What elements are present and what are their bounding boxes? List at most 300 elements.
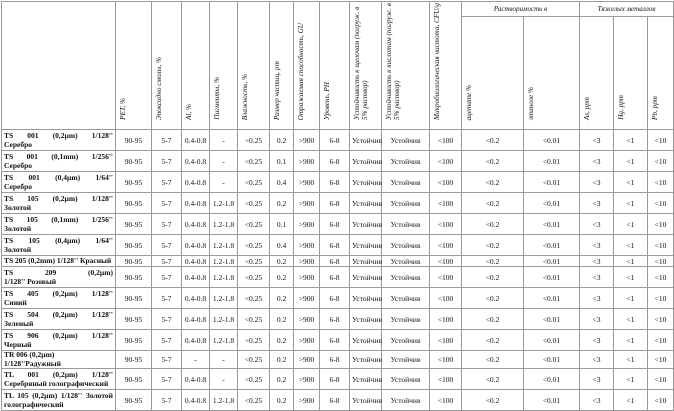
value-cell: <0.2: [462, 288, 524, 309]
header-cell: [524, 17, 580, 130]
value-cell: 90-95: [116, 267, 152, 288]
value-cell: 0.1: [270, 151, 294, 172]
value-cell: <0.01: [524, 330, 580, 351]
header-label: Влажность, %: [241, 73, 249, 120]
value-cell: Устойчив: [382, 130, 430, 151]
table-row: [2, 256, 674, 267]
group-header-row: [2, 2, 674, 17]
header-label: ацетате %: [465, 84, 473, 120]
product-name: TR 006 (0,2µm) 1/128''Радужный: [4, 350, 61, 368]
value-cell: <100: [430, 369, 462, 390]
value-cell: 90-95: [116, 172, 152, 193]
value-cell: <100: [430, 130, 462, 151]
product-name-cell: [2, 330, 116, 351]
value-cell: <10: [648, 390, 674, 411]
value-cell: >900: [294, 193, 320, 214]
table-row: [2, 214, 674, 235]
value-cell: 0.4: [270, 235, 294, 256]
value-cell: <0.2: [462, 390, 524, 411]
table-row: [2, 351, 674, 369]
value-cell: Устойчив: [382, 214, 430, 235]
value-cell: <1: [614, 214, 648, 235]
value-cell: 6-8: [320, 267, 350, 288]
value-cell: 0.2: [270, 369, 294, 390]
table-row: [2, 369, 674, 390]
value-cell: <100: [430, 267, 462, 288]
value-cell: <3: [580, 369, 614, 390]
value-cell: Устойчив: [382, 151, 430, 172]
value-cell: Устойчив: [382, 390, 430, 411]
value-cell: Устойчив: [382, 172, 430, 193]
table-row: [2, 390, 674, 411]
product-name-cell: [2, 256, 116, 267]
value-cell: 6-8: [320, 369, 350, 390]
value-cell: 90-95: [116, 390, 152, 411]
value-cell: <0.01: [524, 193, 580, 214]
value-cell: <3: [580, 235, 614, 256]
header-label: этаноле %: [527, 86, 535, 120]
value-cell: <10: [648, 288, 674, 309]
value-cell: 90-95: [116, 288, 152, 309]
header-cell: [152, 2, 182, 130]
value-cell: <100: [430, 309, 462, 330]
value-cell: >900: [294, 309, 320, 330]
value-cell: <1: [614, 288, 648, 309]
table-row: [2, 235, 674, 256]
value-cell: <0.25: [238, 172, 270, 193]
value-cell: <3: [580, 390, 614, 411]
value-cell: <1: [614, 267, 648, 288]
metals-group-header: Тяжелых металлов: [580, 2, 674, 17]
value-cell: 5-7: [152, 172, 182, 193]
value-cell: 0.4-0.8: [182, 130, 210, 151]
value-cell: 1.2-1.8: [210, 267, 238, 288]
product-color: Зеленый: [4, 318, 34, 328]
value-cell: <100: [430, 256, 462, 267]
header-cell: [2, 2, 116, 130]
value-cell: <0.01: [524, 130, 580, 151]
value-cell: 0.4-0.8: [182, 235, 210, 256]
value-cell: Устойчив: [382, 369, 430, 390]
header-cell: [580, 17, 614, 130]
value-cell: <0.2: [462, 172, 524, 193]
header-label: Al, %: [185, 104, 193, 120]
value-cell: 5-7: [152, 309, 182, 330]
value-cell: <10: [648, 267, 674, 288]
value-cell: 90-95: [116, 193, 152, 214]
value-cell: <100: [430, 214, 462, 235]
product-color: Серебро: [4, 181, 33, 191]
product-name: TS 105 (0,4µm) 1/64'': [4, 236, 113, 245]
value-cell: 5-7: [152, 390, 182, 411]
value-cell: Устойчив: [350, 288, 382, 309]
value-cell: <0.25: [238, 256, 270, 267]
value-cell: 5-7: [152, 151, 182, 172]
value-cell: 6-8: [320, 288, 350, 309]
header-cell: [350, 2, 382, 130]
header-label: Эпоксидно смолы, %: [155, 56, 163, 120]
value-cell: 5-7: [152, 130, 182, 151]
value-cell: <10: [648, 369, 674, 390]
table-row: [2, 267, 674, 288]
product-color: Золотой: [4, 244, 32, 254]
value-cell: <0.2: [462, 330, 524, 351]
value-cell: 1.2-1.8: [210, 390, 238, 411]
value-cell: -: [210, 351, 238, 369]
value-cell: Устойчив: [382, 235, 430, 256]
product-name-cell: [2, 309, 116, 330]
value-cell: <3: [580, 151, 614, 172]
product-name-cell: [2, 288, 116, 309]
value-cell: Устойчив: [382, 330, 430, 351]
value-cell: 0.2: [270, 256, 294, 267]
header-label: Пигменты, %: [213, 77, 221, 120]
product-name-cell: [2, 267, 116, 288]
header-label: PET, %: [119, 98, 127, 120]
value-cell: >900: [294, 214, 320, 235]
product-color: голографический: [4, 399, 64, 409]
value-cell: 0.4-0.8: [182, 390, 210, 411]
value-cell: >900: [294, 256, 320, 267]
value-cell: >900: [294, 390, 320, 411]
value-cell: 6-8: [320, 172, 350, 193]
value-cell: 0.4-0.8: [182, 369, 210, 390]
header-label: As, ppm: [583, 96, 592, 120]
value-cell: <0.2: [462, 256, 524, 267]
header-cell: [462, 17, 524, 130]
value-cell: <0.25: [238, 330, 270, 351]
table-row: [2, 151, 674, 172]
value-cell: <1: [614, 172, 648, 193]
specs-table: [1, 1, 674, 411]
value-cell: Устойчив: [382, 309, 430, 330]
value-cell: 90-95: [116, 151, 152, 172]
value-cell: 1.2-1.8: [210, 309, 238, 330]
product-color: 1/128'' Розовый: [4, 276, 57, 286]
value-cell: 0.4-0.8: [182, 151, 210, 172]
value-cell: -: [210, 130, 238, 151]
product-name: TL 105 (0,2µm) 1/128'' Золотой: [4, 391, 113, 400]
value-cell: <0.2: [462, 235, 524, 256]
product-name: TS 001 (0,4µm) 1/64'': [4, 173, 113, 182]
value-cell: <10: [648, 330, 674, 351]
header-label: Отражаемая способность, GU: [297, 22, 305, 120]
value-cell: <0.01: [524, 309, 580, 330]
value-cell: <0.01: [524, 214, 580, 235]
value-cell: <0.25: [238, 130, 270, 151]
product-color: Серебро: [4, 139, 33, 149]
value-cell: <10: [648, 151, 674, 172]
value-cell: 5-7: [152, 288, 182, 309]
value-cell: >900: [294, 351, 320, 369]
product-name: TS 001 (0,1mm) 1/256'': [4, 152, 113, 161]
value-cell: 0.4: [270, 172, 294, 193]
value-cell: 0.1: [270, 214, 294, 235]
value-cell: <3: [580, 309, 614, 330]
value-cell: <0.25: [238, 235, 270, 256]
value-cell: <10: [648, 130, 674, 151]
product-name: TL 001 (0,2µm) 1/128'': [4, 370, 113, 379]
product-name-cell: [2, 390, 116, 411]
value-cell: 90-95: [116, 369, 152, 390]
header-label: Устойчивость к кислотам (погруж. в 5% раствор): [385, 3, 401, 120]
header-cell: [320, 2, 350, 130]
product-name: TS 209 (0,2µm): [4, 268, 113, 277]
value-cell: 90-95: [116, 330, 152, 351]
value-cell: Устойчив: [350, 235, 382, 256]
value-cell: >900: [294, 330, 320, 351]
value-cell: -: [210, 172, 238, 193]
value-cell: >900: [294, 369, 320, 390]
value-cell: <3: [580, 172, 614, 193]
table-body: [2, 130, 674, 411]
header-cell: [238, 2, 270, 130]
value-cell: Устойчив: [350, 130, 382, 151]
value-cell: <1: [614, 235, 648, 256]
value-cell: <100: [430, 351, 462, 369]
value-cell: <0.25: [238, 214, 270, 235]
value-cell: <0.01: [524, 151, 580, 172]
value-cell: <0.25: [238, 151, 270, 172]
value-cell: <10: [648, 235, 674, 256]
value-cell: <10: [648, 214, 674, 235]
value-cell: 5-7: [152, 267, 182, 288]
product-name-cell: [2, 130, 116, 151]
product-color: Синий: [4, 297, 27, 307]
value-cell: 0.2: [270, 390, 294, 411]
product-color: Черный: [4, 339, 32, 349]
value-cell: Устойчив: [350, 369, 382, 390]
product-name: TS 504 (0,2µm) 1/128'': [4, 310, 113, 319]
header-cell: [116, 2, 152, 130]
header-cell: [182, 2, 210, 130]
value-cell: <10: [648, 193, 674, 214]
value-cell: Устойчив: [382, 267, 430, 288]
value-cell: 1.2-1.8: [210, 193, 238, 214]
value-cell: <0.25: [238, 288, 270, 309]
value-cell: <0.01: [524, 369, 580, 390]
product-name: TS 105 (0,1mm) 1/256'': [4, 215, 113, 224]
value-cell: Устойчив: [350, 256, 382, 267]
product-color: Золотой: [4, 202, 32, 212]
value-cell: <0.25: [238, 369, 270, 390]
value-cell: <0.01: [524, 267, 580, 288]
product-name-cell: [2, 351, 116, 369]
value-cell: 1.2-1.8: [210, 330, 238, 351]
value-cell: <0.25: [238, 267, 270, 288]
value-cell: <1: [614, 390, 648, 411]
value-cell: <0.2: [462, 309, 524, 330]
header-label: Pb, ppm: [651, 96, 660, 120]
value-cell: -: [210, 151, 238, 172]
value-cell: 0.4-0.8: [182, 288, 210, 309]
value-cell: Устойчив: [350, 330, 382, 351]
product-name: TS 105 (0,2µm) 1/128'': [4, 194, 113, 203]
product-name-cell: [2, 214, 116, 235]
table-row: [2, 309, 674, 330]
value-cell: 0.2: [270, 267, 294, 288]
value-cell: >900: [294, 288, 320, 309]
value-cell: <100: [430, 193, 462, 214]
value-cell: <0.01: [524, 288, 580, 309]
value-cell: <3: [580, 351, 614, 369]
value-cell: <0.25: [238, 309, 270, 330]
product-name: TS 405 (0,2µm) 1/128'': [4, 289, 113, 298]
value-cell: 90-95: [116, 130, 152, 151]
value-cell: 6-8: [320, 130, 350, 151]
value-cell: <10: [648, 351, 674, 369]
header-cell: [270, 2, 294, 130]
product-color: Серебряный голографический: [4, 378, 109, 388]
value-cell: <100: [430, 172, 462, 193]
value-cell: 6-8: [320, 256, 350, 267]
value-cell: Устойчив: [350, 267, 382, 288]
value-cell: 5-7: [152, 330, 182, 351]
value-cell: -: [210, 369, 238, 390]
value-cell: <1: [614, 369, 648, 390]
table-row: [2, 193, 674, 214]
value-cell: <1: [614, 330, 648, 351]
product-name-cell: [2, 235, 116, 256]
value-cell: <0.2: [462, 130, 524, 151]
value-cell: <0.01: [524, 256, 580, 267]
value-cell: Устойчив: [350, 193, 382, 214]
value-cell: Устойчив: [382, 351, 430, 369]
value-cell: 90-95: [116, 214, 152, 235]
value-cell: <1: [614, 193, 648, 214]
value-cell: 1.2-1.8: [210, 235, 238, 256]
value-cell: <0.25: [238, 193, 270, 214]
value-cell: 6-8: [320, 390, 350, 411]
table-row: [2, 330, 674, 351]
header-label: Микробиологическая чистота, CFU/g: [433, 3, 441, 120]
value-cell: 0.2: [270, 351, 294, 369]
value-cell: <10: [648, 256, 674, 267]
value-cell: 0.2: [270, 130, 294, 151]
value-cell: <0.2: [462, 369, 524, 390]
value-cell: 0.4-0.8: [182, 193, 210, 214]
value-cell: 1.2-1.8: [210, 288, 238, 309]
value-cell: 0.4-0.8: [182, 172, 210, 193]
header-label: Уровень, PH: [323, 81, 331, 120]
value-cell: 5-7: [152, 351, 182, 369]
value-cell: Устойчив: [382, 288, 430, 309]
value-cell: <3: [580, 130, 614, 151]
value-cell: <1: [614, 256, 648, 267]
product-name-cell: [2, 369, 116, 390]
value-cell: <3: [580, 267, 614, 288]
value-cell: 6-8: [320, 214, 350, 235]
solubility-group-header: Растворимость в: [462, 2, 580, 17]
value-cell: >900: [294, 172, 320, 193]
product-name-cell: [2, 193, 116, 214]
value-cell: <0.2: [462, 214, 524, 235]
value-cell: <10: [648, 172, 674, 193]
value-cell: Устойчив: [350, 214, 382, 235]
table-row: [2, 130, 674, 151]
value-cell: >900: [294, 130, 320, 151]
value-cell: 0.4-0.8: [182, 256, 210, 267]
value-cell: <0.25: [238, 390, 270, 411]
table-row: [2, 172, 674, 193]
product-name: TS 205 (0,2mm) 1/128'' Красный: [4, 255, 112, 265]
value-cell: 90-95: [116, 256, 152, 267]
value-cell: 90-95: [116, 235, 152, 256]
header-cell: [210, 2, 238, 130]
value-cell: 0.4-0.8: [182, 214, 210, 235]
value-cell: 5-7: [152, 256, 182, 267]
value-cell: Устойчив: [350, 151, 382, 172]
product-name-cell: [2, 172, 116, 193]
value-cell: <100: [430, 288, 462, 309]
value-cell: 90-95: [116, 351, 152, 369]
header-label: Hg, ppm: [617, 95, 626, 120]
value-cell: Устойчив: [350, 172, 382, 193]
value-cell: <0.01: [524, 172, 580, 193]
value-cell: 1.2-1.8: [210, 256, 238, 267]
value-cell: <3: [580, 330, 614, 351]
header-cell: [294, 2, 320, 130]
value-cell: 6-8: [320, 330, 350, 351]
value-cell: <3: [580, 288, 614, 309]
value-cell: <1: [614, 309, 648, 330]
value-cell: <0.25: [238, 351, 270, 369]
table-row: [2, 288, 674, 309]
value-cell: 6-8: [320, 151, 350, 172]
value-cell: 0.2: [270, 288, 294, 309]
value-cell: 5-7: [152, 214, 182, 235]
value-cell: <0.01: [524, 235, 580, 256]
value-cell: 1.2-1.8: [210, 214, 238, 235]
product-name-cell: [2, 151, 116, 172]
value-cell: 6-8: [320, 309, 350, 330]
value-cell: <0.2: [462, 151, 524, 172]
value-cell: <3: [580, 193, 614, 214]
header-label: Размер частиц, µm: [273, 60, 281, 120]
header-cell: [382, 2, 430, 130]
product-color: Серебро: [4, 160, 33, 170]
value-cell: <100: [430, 151, 462, 172]
value-cell: <10: [648, 309, 674, 330]
value-cell: <1: [614, 151, 648, 172]
value-cell: -: [182, 351, 210, 369]
value-cell: 90-95: [116, 309, 152, 330]
header-cell: [430, 2, 462, 130]
value-cell: Устойчив: [382, 256, 430, 267]
value-cell: Устойчив: [350, 351, 382, 369]
value-cell: <1: [614, 130, 648, 151]
product-name: TS 001 (0,2µm) 1/128'': [4, 131, 113, 140]
product-name: TS 906 (0,2µm) 1/128'': [4, 331, 113, 340]
header-label: Устойчивость к щелочам (погруж. в 5% раствор): [353, 6, 369, 120]
value-cell: <0.2: [462, 193, 524, 214]
value-cell: 5-7: [152, 193, 182, 214]
value-cell: 6-8: [320, 351, 350, 369]
value-cell: 0.2: [270, 309, 294, 330]
value-cell: 6-8: [320, 235, 350, 256]
value-cell: 5-7: [152, 369, 182, 390]
value-cell: <0.01: [524, 351, 580, 369]
value-cell: <1: [614, 351, 648, 369]
value-cell: <100: [430, 330, 462, 351]
value-cell: 5-7: [152, 235, 182, 256]
value-cell: 0.2: [270, 193, 294, 214]
value-cell: 0.4-0.8: [182, 309, 210, 330]
header-cell: [648, 17, 674, 130]
value-cell: 0.4-0.8: [182, 267, 210, 288]
product-color: Золотой: [4, 223, 32, 233]
value-cell: >900: [294, 151, 320, 172]
